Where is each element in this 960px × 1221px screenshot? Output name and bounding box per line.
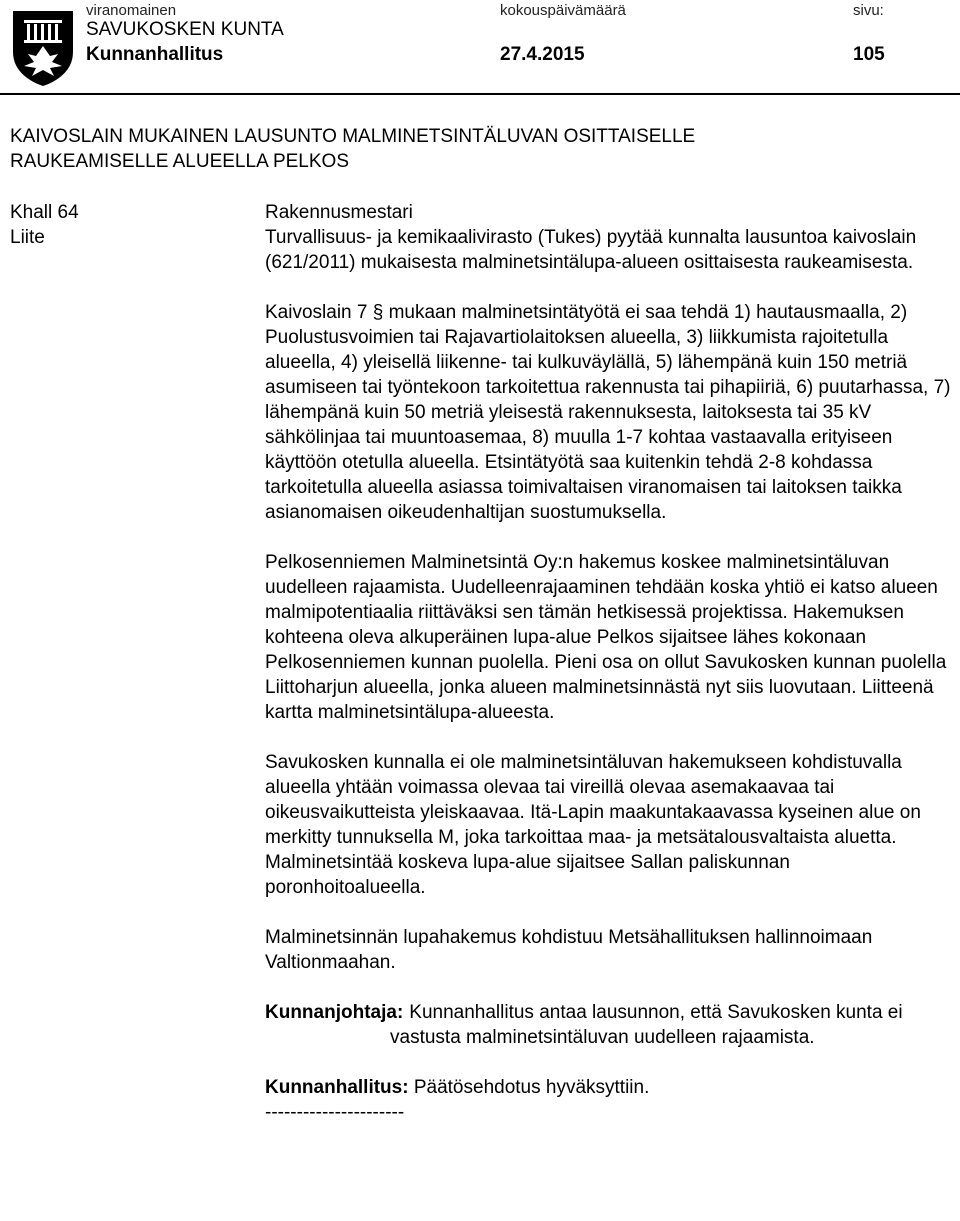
end-marker: ---------------------- bbox=[265, 1102, 405, 1123]
decision-text: Päätösehdotus hyväksyttiin. bbox=[413, 1077, 650, 1098]
decision-block bbox=[265, 1075, 955, 1100]
title-line-1: KAIVOSLAIN MUKAINEN LAUSUNTO MALMINETSINTÄLUVAN OSITTAISELLE bbox=[10, 126, 696, 147]
paragraph-state-land: Malminetsinnän lupahakemus kohdistuu Metsähallituksen hallinnoimaan Valtionmaahan. bbox=[265, 927, 873, 973]
header-divider bbox=[0, 93, 960, 95]
page-number: 105 bbox=[853, 44, 885, 65]
decision-label: Kunnanhallitus: bbox=[265, 1077, 409, 1098]
khall-number: Khall 64 bbox=[10, 202, 79, 223]
paragraph-mining-law: Kaivoslain 7 § mukaan malminetsintätyötä ei saa tehdä 1) hautausmaalla, 2) Puolustusvoimien tai Rajavartiolaitoksen alueella, 3) liikkumista rajoitetulla alueella, 4) yleisellä liikenne- tai kulkuväylällä, 5) lähempänä kuin 150 metriä asumiseen tai työntekoon tarkoitettua rakennusta tai pihapiiriä, 6) puutarhassa, 7) lähempänä kuin 50 metriä yleisestä rakennuksesta, laitoksesta tai 35 kV sähkölinjaa tai muuntoasemaa, 8) muulla 1-7 kohtaa vastaavalla erityiseen käyttöön otetulla alueella. Etsintätyötä saa kuitenkin tehdä 2-8 kohdassa tarkoitetulla alueella asiassa toimivaltaisen viranomaisen tai laitoksen taikka asianomaisen oikeudenhaltijan suostumuksella. bbox=[265, 302, 951, 523]
intro-paragraph: Turvallisuus- ja kemikaalivirasto (Tukes) pyytää kunnalta lausuntoa kaivoslain (621/2011) mukaisesta malminetsintälupa-alueen osittaisesta raukeamisesta. bbox=[265, 227, 917, 273]
organization-name: SAVUKOSKEN KUNTA bbox=[86, 19, 284, 40]
proposal-block bbox=[265, 1000, 955, 1050]
paragraph-zoning: Savukosken kunnalla ei ole malminetsintäluvan hakemukseen kohdistuvalla alueella yhtään voimassa olevaa tai vireillä olevaa asemakaavaa tai oikeusvaikutteista yleiskaavaa. Itä-Lapin maakuntakaavassa kyseinen alue on merkitty tunnuksella M, joka tarkoittaa maa- ja metsätalousvaltaista aluetta. Malminetsintää koskeva lupa-alue sijaitsee Sallan paliskunnan poronhoitoalueella. bbox=[265, 752, 921, 898]
title-line-2: RAUKEAMISELLE ALUEELLA PELKOS bbox=[10, 151, 350, 172]
left-column bbox=[10, 200, 79, 250]
paragraph-application: Pelkosenniemen Malminetsintä Oy:n hakemus koskee malminetsintäluvan uudelleen rajaamista. Uudelleenrajaaminen tehdään koska yhtiö ei katso alueen malmipotentiaalia riittäväksi sen tämän hetkisessä projektissa. Hakemuksen kohteena oleva alkuperäinen lupa-alue Pelkos sijaitsee lähes kokonaan Pelkosenniemen kunnan puolella. Pieni osa on ollut Savukosken kunnan puolella Liittoharjun alueella, jonka alueen malminetsinnästä nyt siis luovutaan. Liitteenä kartta malminetsintälupa-alueesta. bbox=[265, 552, 947, 723]
coat-of-arms-logo bbox=[10, 8, 76, 88]
proposal-label: Kunnanjohtaja: bbox=[265, 1002, 404, 1023]
preparer: Rakennusmestari bbox=[265, 202, 413, 223]
document-title bbox=[10, 124, 950, 174]
body-name: Kunnanhallitus bbox=[86, 44, 224, 65]
proposal-text-content: Kunnanhallitus antaa lausunnon, että Savukosken kunta ei vastusta malminetsintäluvan uudelleen rajaamista. bbox=[390, 1002, 903, 1048]
page-label: sivu: bbox=[853, 2, 884, 19]
attachment-label: Liite bbox=[10, 227, 45, 248]
main-body bbox=[265, 200, 955, 1125]
doc-type-label: viranomainen bbox=[86, 2, 177, 19]
meeting-date: 27.4.2015 bbox=[500, 44, 585, 65]
coat-of-arms-icon bbox=[10, 8, 76, 88]
meeting-date-label: kokouspäivämäärä bbox=[500, 2, 626, 19]
